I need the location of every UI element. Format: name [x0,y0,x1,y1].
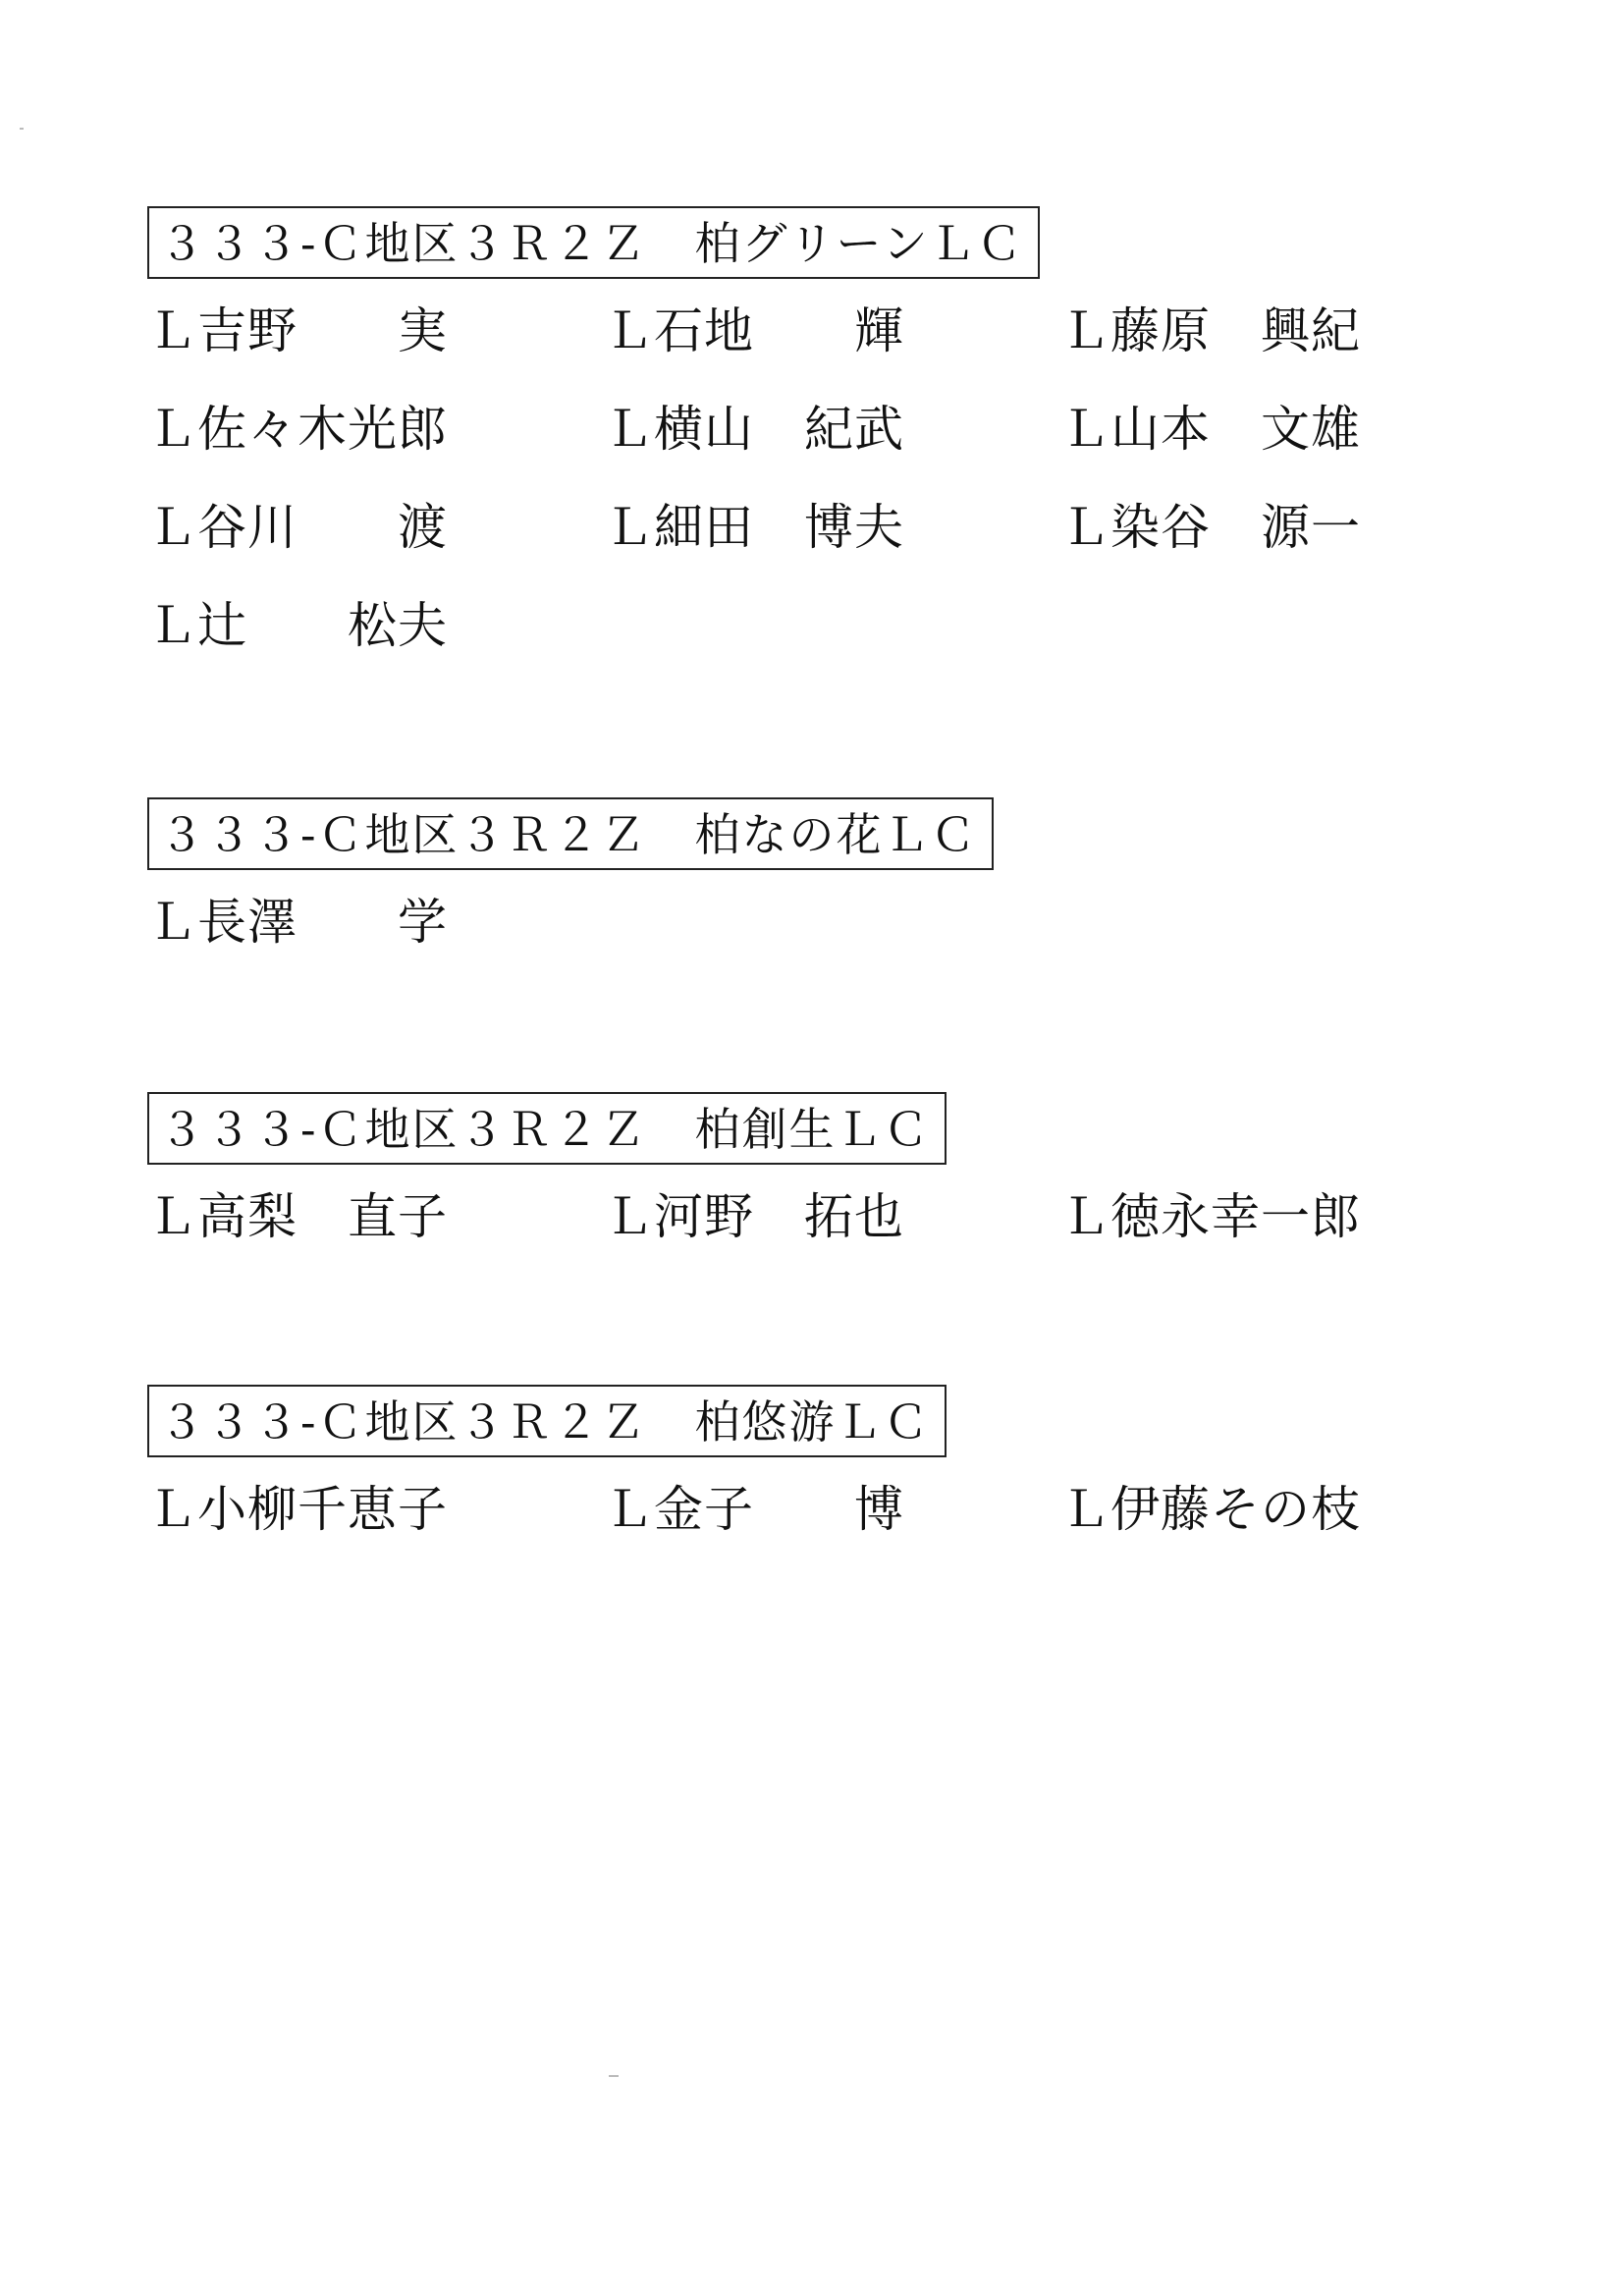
club-header: ３３３-Ｃ地区３Ｒ２Ｚ 柏グリーンＬＣ [147,206,1040,279]
member-name: Ｌ辻 松夫 [147,597,448,654]
member-name: Ｌ谷川 渡 [147,499,448,556]
member-list [147,1186,1453,1247]
member-name: Ｌ染谷 源一 [1060,499,1361,556]
member-name: Ｌ河野 拓也 [604,1188,904,1245]
club-header: ３３３-Ｃ地区３Ｒ２Ｚ 柏なの花ＬＣ [147,797,994,870]
scan-mark [20,128,24,130]
club-section-1 [147,206,1453,656]
member-name: Ｌ金子 博 [604,1481,904,1538]
club-section-4 [147,1385,1453,1540]
member-name: Ｌ佐々木光郎 [147,401,448,458]
club-header: ３３３-Ｃ地区３Ｒ２Ｚ 柏悠游ＬＣ [147,1385,947,1457]
member-list [147,892,1453,953]
club-header: ３３３-Ｃ地区３Ｒ２Ｚ 柏創生ＬＣ [147,1092,947,1165]
member-name: Ｌ小柳千恵子 [147,1481,448,1538]
member-name: Ｌ石地 輝 [604,302,904,359]
member-name: Ｌ伊藤その枝 [1060,1481,1361,1538]
member-name: Ｌ吉野 実 [147,302,448,359]
club-section-3 [147,1092,1453,1247]
scan-mark [609,2075,619,2077]
member-name: Ｌ徳永幸一郎 [1060,1188,1361,1245]
member-name: Ｌ細田 博夫 [604,499,904,556]
member-name: Ｌ高梨 直子 [147,1188,448,1245]
member-name: Ｌ山本 文雄 [1060,401,1361,458]
member-name: Ｌ横山 紀武 [604,401,904,458]
member-name: Ｌ長澤 学 [147,894,448,951]
club-section-2 [147,797,1453,953]
member-list [147,301,1453,656]
member-name: Ｌ藤原 興紀 [1060,302,1361,359]
member-list [147,1479,1453,1540]
